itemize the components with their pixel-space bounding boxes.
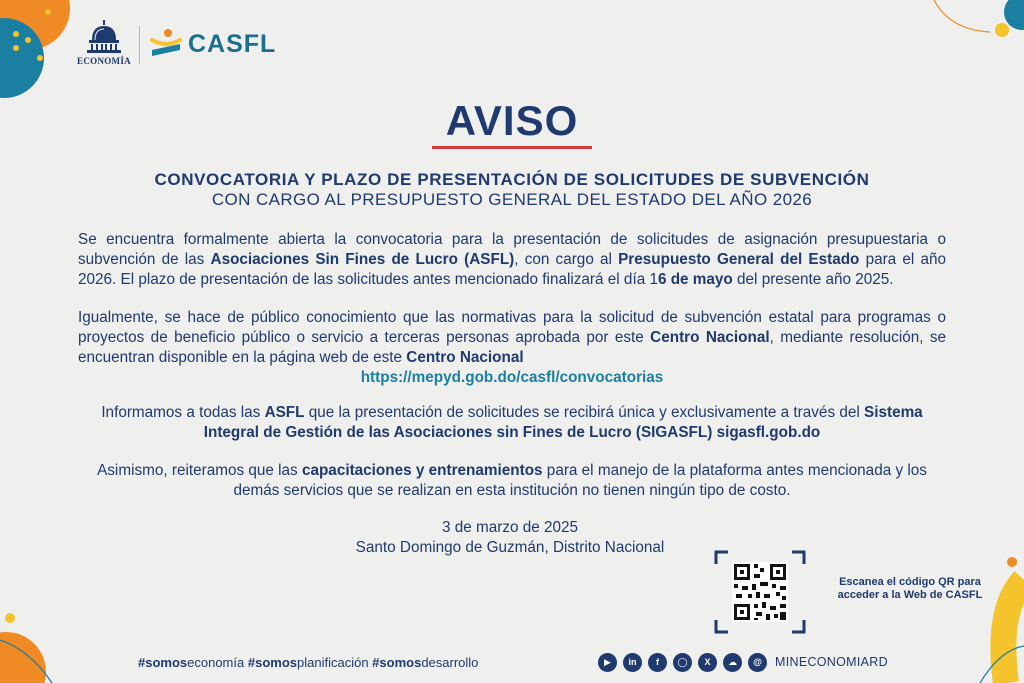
subtitle-regular: CON CARGO AL PRESUPUESTO GENERAL DEL ESTADO DEL AÑO 2026 [211, 190, 813, 209]
signature-block [310, 518, 710, 558]
p3-bold-asfl: ASFL [264, 404, 305, 421]
capitol-dome-icon [84, 20, 124, 54]
bottom-left-decoration [0, 600, 60, 683]
linkedin-icon[interactable]: in [623, 653, 642, 672]
top-right-decoration [930, 0, 1024, 40]
p2-bold-centro-2: Centro Nacional [406, 349, 524, 366]
p1-bold-presupuesto: Presupuesto General del Estado [618, 251, 860, 268]
p3-bold-sigasfl[interactable]: Sistema Integral de Gestión de las Asociaciones sin Fines de Lucro (SIGASFL) sigasfl.gob.do [203, 404, 923, 441]
p1-text-3: para el año 2026. El plazo de presentación de las solicitudes antes mencionado finalizará el día 1 [78, 251, 946, 288]
notice-place: Santo Domingo de Guzmán, Distrito Nacional [355, 539, 665, 556]
facebook-icon[interactable]: f [648, 653, 667, 672]
p1-bold-asfl: Asociaciones Sin Fines de Lucro (ASFL) [210, 251, 515, 268]
p1-bold-date: 6 de mayo [657, 271, 733, 288]
hashtag-desarrollo[interactable]: #somosdesarrollo [372, 655, 479, 670]
p2-text-1: Igualmente, se hace de público conocimiento que las normativas para la solicitud de subvención estatal para programas o proyectos de beneficio público o servicio a terceras personas aprobada por este [78, 309, 946, 346]
cloud-icon[interactable]: ☁ [723, 653, 742, 672]
p4-text-2: para el manejo de la plataforma antes mencionada y los demás servicios que se realizan en esta institución no tienen ningún tipo de costo. [233, 462, 927, 499]
logo-divider [139, 26, 140, 64]
casfl-symbol-icon [148, 28, 184, 62]
p1-text-4: del presente año 2025. [732, 271, 894, 288]
threads-icon[interactable]: @ [748, 653, 767, 672]
paragraph-sigasfl [78, 403, 946, 443]
economia-logo-label: ECONOMÍA [77, 56, 131, 66]
youtube-icon[interactable]: ▶ [598, 653, 617, 672]
casfl-logo [148, 28, 298, 62]
notice-date: 3 de marzo de 2025 [441, 519, 579, 536]
p1-text-2: , con cargo al [514, 251, 619, 268]
page-title: AVISO [445, 97, 579, 144]
subtitle-bold: CONVOCATORIA Y PLAZO DE PRESENTACIÓN DE SOLICITUDES DE SUBVENCIÓN [154, 170, 870, 189]
hashtag-planificacion[interactable]: #somosplanificación [247, 655, 369, 670]
title-underline [432, 146, 592, 149]
paragraph-convocatoria [78, 230, 946, 290]
bottom-right-decoration [960, 550, 1024, 683]
footer-hashtags [138, 655, 478, 670]
p1-text-1: Se encuentra formalmente abierta la convocatoria para la presentación de solicitudes de asignación presupuestaria o subvención de las [78, 231, 946, 268]
p2-bold-centro-1: Centro Nacional [650, 329, 770, 346]
convocatorias-link[interactable]: https://mepyd.gob.do/casfl/convocatorias [360, 369, 664, 386]
hashtag-economia[interactable]: #somoseconomía [138, 655, 245, 670]
p4-bold-capacitaciones: capacitaciones y entrenamientos [301, 462, 543, 479]
economia-logo [76, 20, 132, 70]
top-left-decoration [0, 0, 80, 100]
instagram-icon[interactable]: ◯ [673, 653, 692, 672]
social-handle[interactable]: MINECONOMIARD [775, 655, 888, 669]
p3-text-1: Informamos a todas las [101, 404, 265, 421]
qr-code[interactable] [714, 550, 806, 634]
p4-text-1: Asimismo, reiteramos que las [97, 462, 302, 479]
p3-text-2: que la presentación de solicitudes se recibirá única y exclusivamente a través del [304, 404, 865, 421]
paragraph-capacitaciones [78, 461, 946, 501]
casfl-logo-label: CASFL [188, 30, 277, 58]
social-links [598, 652, 888, 672]
paragraph-normativas [78, 308, 946, 388]
qr-caption: Escanea el código QR para acceder a la Web de CASFL [837, 576, 983, 601]
x-icon[interactable]: X [698, 653, 717, 672]
p2-text-2: , mediante resolución, se encuentran disponible en la página web de este [78, 329, 947, 366]
